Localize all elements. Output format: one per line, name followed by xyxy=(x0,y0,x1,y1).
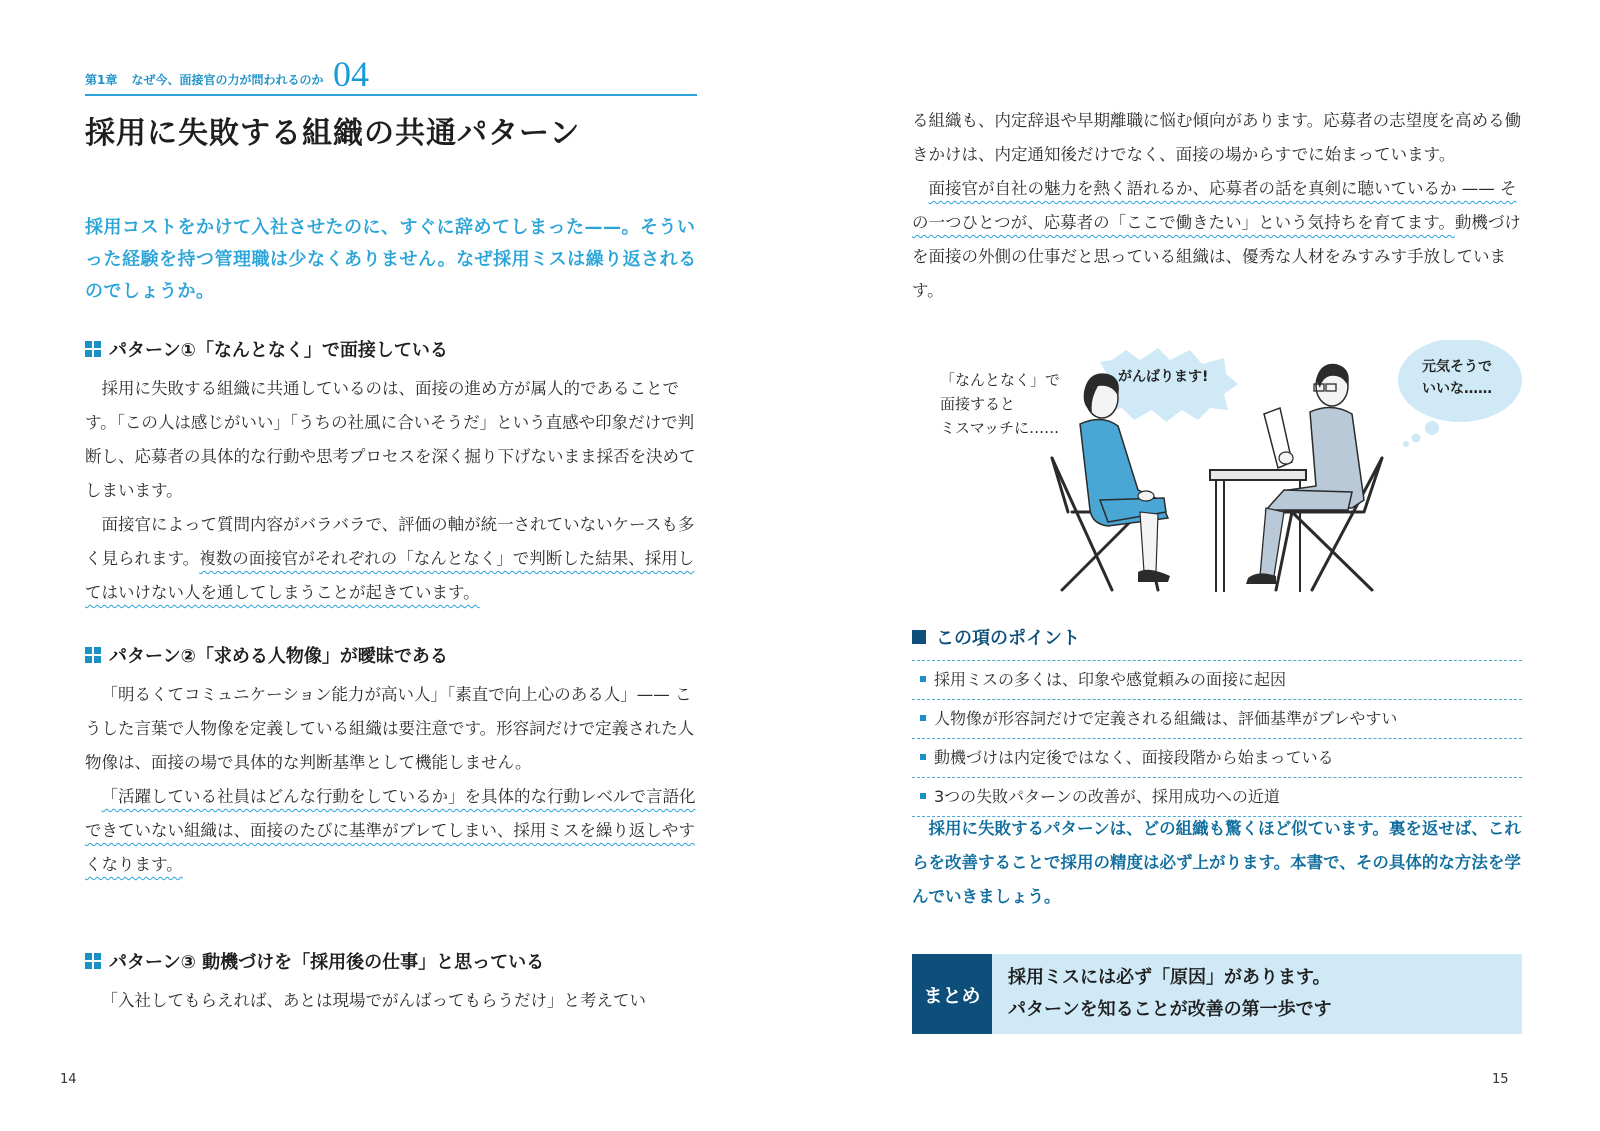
right-paragraph-1: る組織も、内定辞退や早期離職に悩む傾向があります。応募者の志望度を高める働きかけは、内定通知後だけでなく、面接の場からすでに始まっています。 xyxy=(912,111,1522,164)
caption-line-3: ミスマッチに…… xyxy=(940,419,1060,437)
pattern3-paragraph-1: 「入社してもらえれば、あとは現場でがんばってもらうだけ」と考えてい xyxy=(101,991,646,1010)
grid-squares-icon xyxy=(85,647,101,663)
pattern1-paragraph-2-plain: 面接官によって質問内容がバラバラで、評価の軸が統一されていないケースも多く見られます。 xyxy=(85,515,695,568)
list-item xyxy=(912,739,1522,778)
pattern1-heading xyxy=(85,336,448,362)
chapter-header xyxy=(85,56,697,96)
point-text: 人物像が形容詞だけで定義される組織は、評価基準がブレやすい xyxy=(934,709,1398,728)
pattern1-paragraph-2-emphasis: 複数の面接官がそれぞれの「なんとなく」で判断した結果、採用してはいけない人を通してしまうことが起きています。 xyxy=(85,549,695,602)
pattern1-paragraph-2 xyxy=(85,508,697,610)
pattern2-paragraph-2 xyxy=(85,780,697,882)
lead-paragraph: 採用コストをかけて入社させたのに、すぐに辞めてしまった——。そういった経験を持つ管理職は少なくありません。なぜ採用ミスは繰り返されるのでしょうか。 xyxy=(85,217,697,302)
summary-body xyxy=(992,954,1522,1034)
points-heading-text: この項のポイント xyxy=(936,628,1080,649)
caption-line-1: 「なんとなく」で xyxy=(940,371,1061,389)
list-item xyxy=(912,661,1522,700)
closing-paragraph xyxy=(912,812,1522,914)
pattern2-heading xyxy=(85,642,448,668)
summary-label: まとめ xyxy=(912,954,992,1034)
list-item xyxy=(912,700,1522,739)
pattern2-heading-text: パターン②「求める人物像」が曖昧である xyxy=(109,646,448,667)
page-number-right: 15 xyxy=(1492,1072,1509,1087)
desk xyxy=(1210,470,1306,592)
summary-line-1: 採用ミスには必ず「原因」があります。 xyxy=(1008,967,1331,988)
pattern2-paragraph-2-emphasis: 「活躍している社員はどんな行動をしているか」を具体的な行動レベルで言語化できていない組織は、面接のたびに基準がブレてしまい、採用ミスを繰り返しやすくなります。 xyxy=(85,787,696,874)
page-title: 採用に失敗する組織の共通パターン xyxy=(85,116,581,151)
grid-squares-icon xyxy=(85,341,101,357)
right-paragraph-2-emphasis: 面接官が自社の魅力を熱く語れるか、応募者の話を真剣に聴いているか —— その一つひとつが、応募者の「ここで働きたい」という気持ちを育てます。 xyxy=(912,179,1517,232)
closing-text: 採用に失敗するパターンは、どの組織も驚くほど似ています。裏を返せば、これらを改善することで採用の精度は必ず上がります。本書で、その具体的な方法を学んでいきましょう。 xyxy=(912,819,1521,906)
square-bullet-icon xyxy=(920,793,926,799)
square-bullet-icon xyxy=(920,715,926,721)
pattern1-paragraph-1: 採用に失敗する組織に共通しているのは、面接の進め方が属人的であることです。「この人は感じがいい」「うちの社風に合いそうだ」という直感や印象だけで判断し、応募者の具体的な行動や思考プロセスを深く掘り下げないまま採否を決めてしまいます。 xyxy=(85,379,696,500)
thought-line-2: いいな…… xyxy=(1422,381,1492,397)
chapter-label xyxy=(85,71,324,88)
point-text: 3つの失敗パターンの改善が、採用成功への近道 xyxy=(934,787,1280,806)
point-text: 採用ミスの多くは、印象や感覚頼みの面接に起因 xyxy=(934,670,1287,689)
pattern3-body xyxy=(85,984,697,1018)
summary-box xyxy=(912,954,1522,1034)
square-bullet-icon xyxy=(912,630,926,644)
chapter-question: なぜ今、面接官の力が問われるのか xyxy=(131,73,324,87)
chapter-number-label: 第1章 xyxy=(85,73,118,87)
square-bullet-icon xyxy=(920,676,926,682)
pattern1-heading-text: パターン①「なんとなく」で面接している xyxy=(109,340,448,361)
pattern2-paragraph-1: 「明るくてコミュニケーション能力が高い人」「素直で向上心のある人」—— こうした言葉で人物像を定義している組織は要注意です。形容詞だけで定義された人物像は、面接の場で具体的な判断基準として機能しません。 xyxy=(85,685,695,772)
interview-illustration xyxy=(912,340,1522,610)
pattern3-heading-text: パターン③ 動機づけを「採用後の仕事」と思っている xyxy=(109,952,545,973)
right-paragraph-2-plain: 動機づけを面接の外側の仕事だと思っている組織は、優秀な人材をみすみす手放しています。 xyxy=(912,213,1521,300)
right-paragraph-2 xyxy=(912,172,1522,308)
interviewer-thought-text xyxy=(1422,356,1492,400)
points-list xyxy=(912,660,1522,817)
point-text: 動機づけは内定後ではなく、面接段階から始まっている xyxy=(934,748,1334,767)
pattern3-heading xyxy=(85,948,544,974)
right-body xyxy=(912,104,1522,308)
thought-line-1: 元気そうで xyxy=(1422,359,1492,375)
candidate-speech-text: がんばります! xyxy=(1118,369,1209,385)
pattern2-body xyxy=(85,678,697,882)
page-number-left: 14 xyxy=(60,1072,77,1087)
points-heading xyxy=(912,624,1080,650)
summary-line-2: パターンを知ることが改善の第一歩です xyxy=(1008,999,1332,1020)
pattern1-body xyxy=(85,372,697,610)
grid-squares-icon xyxy=(85,953,101,969)
square-bullet-icon xyxy=(920,754,926,760)
section-number: 04 xyxy=(333,54,369,94)
caption-line-2: 面接すると xyxy=(940,395,1016,413)
illustration-caption xyxy=(940,368,1060,440)
right-page xyxy=(800,0,1600,1131)
